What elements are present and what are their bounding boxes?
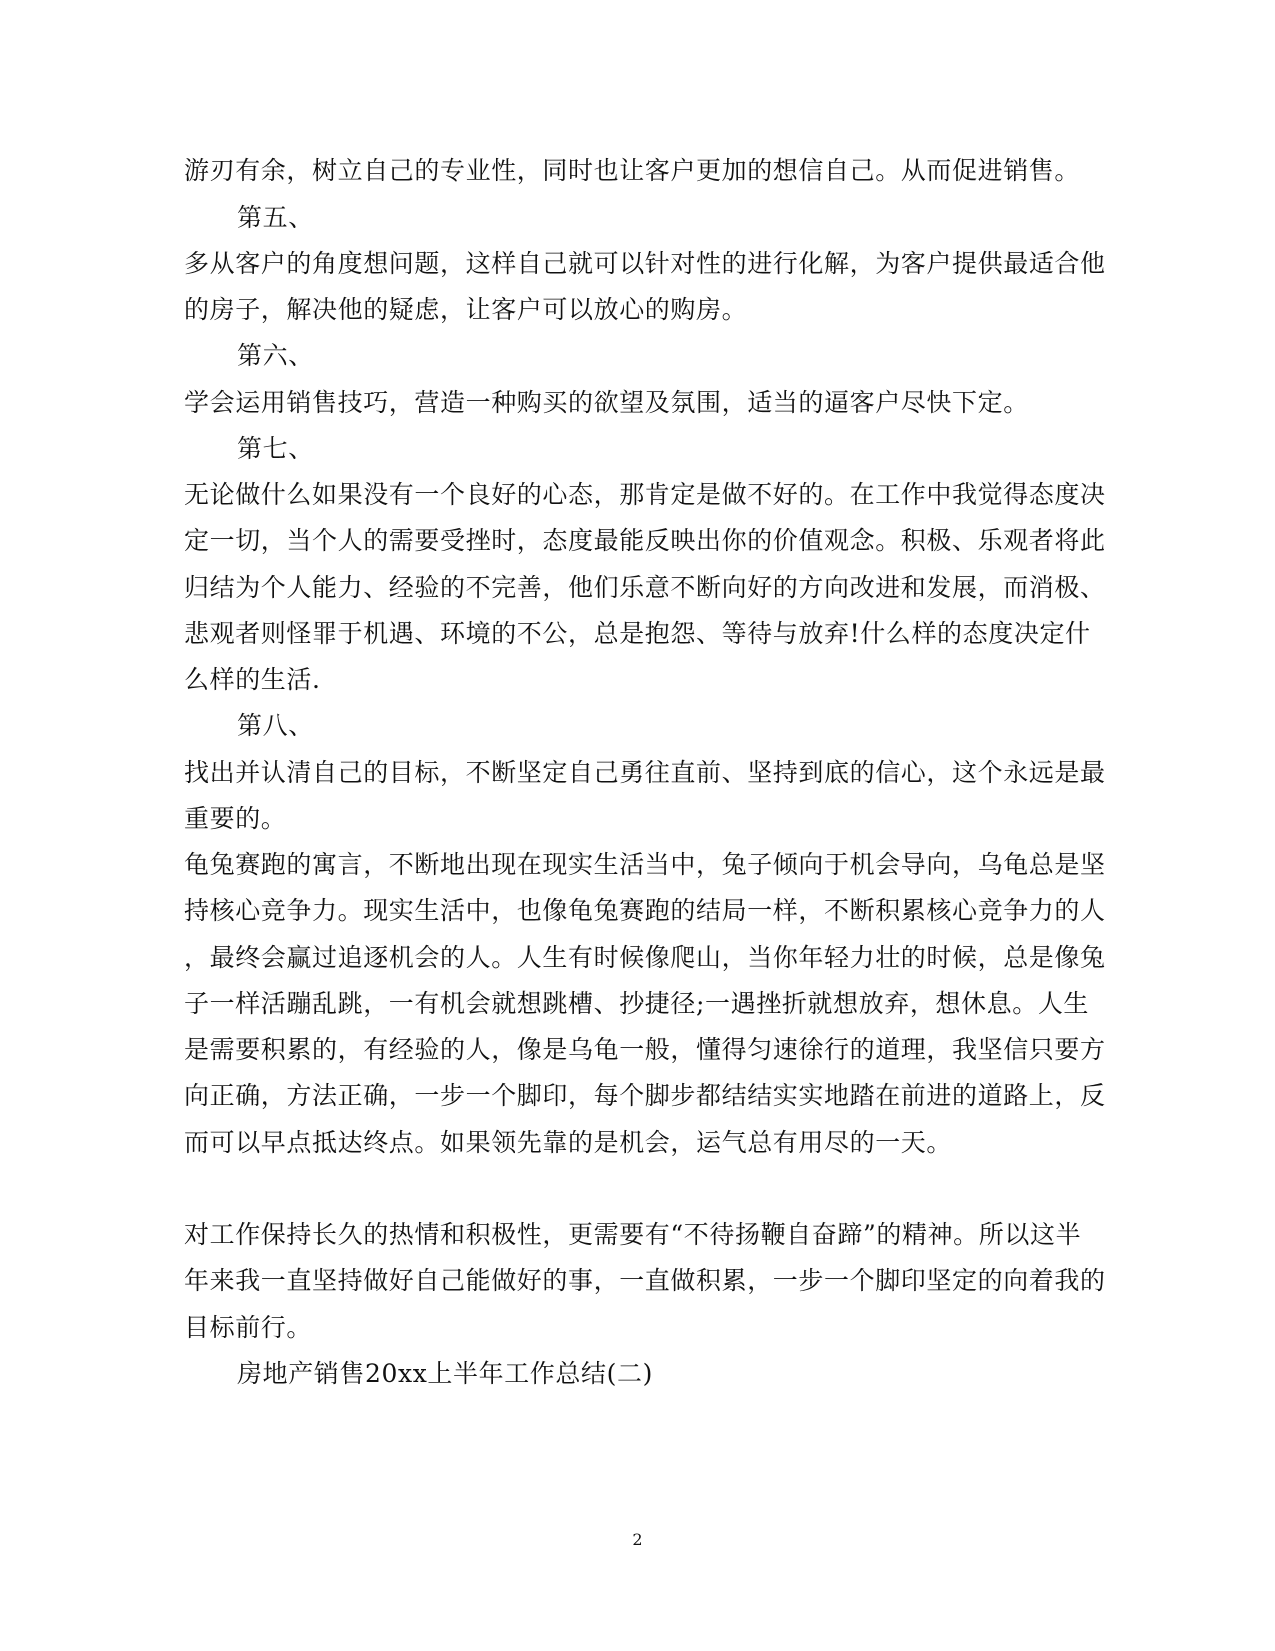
text-line: 悲观者则怪罪于机遇、环境的不公，总是抱怨、等待与放弃!什么样的态度决定什 bbox=[184, 619, 1091, 648]
text-line: 是需要积累的，有经验的人，像是乌龟一般，懂得匀速徐行的道理，我坚信只要方 bbox=[184, 1035, 1106, 1064]
text-line: 游刃有余，树立自己的专业性，同时也让客户更加的想信自己。从而促进销售。 bbox=[184, 156, 1081, 185]
text-line: 持核心竞争力。现实生活中，也像龟兔赛跑的结局一样，不断积累核心竞争力的人 bbox=[184, 896, 1106, 925]
text-line: 无论做什么如果没有一个良好的心态，那肯定是做不好的。在工作中我觉得态度决 bbox=[184, 480, 1106, 509]
text-line: 学会运用销售技巧，营造一种购买的欲望及氛围，适当的逼客户尽快下定。 bbox=[184, 388, 1029, 417]
text-line: 对工作保持长久的热情和积极性，更需要有“不待扬鞭自奋蹄”的精神。所以这半 bbox=[184, 1220, 1082, 1249]
text-line: 的房子，解决他的疑虑，让客户可以放心的购房。 bbox=[184, 295, 748, 324]
section-heading-5: 第五、 bbox=[237, 203, 314, 232]
section-title: 房地产销售20xx上半年工作总结(二) bbox=[237, 1359, 653, 1388]
text-line: 龟兔赛跑的寓言，不断地出现在现实生活当中，兔子倾向于机会导向，乌龟总是坚 bbox=[184, 850, 1106, 879]
text-line: 目标前行。 bbox=[184, 1313, 313, 1342]
text-line: 年来我一直坚持做好自己能做好的事，一直做积累，一步一个脚印坚定的向着我的 bbox=[184, 1266, 1106, 1295]
section-heading-6: 第六、 bbox=[237, 341, 314, 370]
text-line: 多从客户的角度想问题，这样自己就可以针对性的进行化解，为客户提供最适合他 bbox=[184, 249, 1106, 278]
section-heading-8: 第八、 bbox=[237, 711, 314, 740]
text-line: 而可以早点抵达终点。如果领先靠的是机会，运气总有用尽的一天。 bbox=[184, 1128, 953, 1157]
section-heading-7: 第七、 bbox=[237, 434, 314, 463]
text-line: 向正确，方法正确，一步一个脚印，每个脚步都结结实实地踏在前进的道路上，反 bbox=[184, 1081, 1106, 1110]
text-line: 归结为个人能力、经验的不完善，他们乐意不断向好的方向改进和发展，而消极、 bbox=[184, 573, 1106, 602]
text-line: 找出并认清自己的目标，不断坚定自己勇往直前、坚持到底的信心，这个永远是最 bbox=[184, 758, 1106, 787]
text-line: 么样的生活. bbox=[184, 665, 321, 694]
text-line: ，最终会赢过追逐机会的人。人生有时候像爬山，当你年轻力壮的时候，总是像兔 bbox=[184, 943, 1106, 972]
page-number: 2 bbox=[632, 1530, 643, 1549]
text-line: 子一样活蹦乱跳，一有机会就想跳槽、抄捷径;一遇挫折就想放弃，想休息。人生 bbox=[184, 989, 1090, 1018]
text-line: 重要的。 bbox=[184, 804, 287, 833]
text-line: 定一切，当个人的需要受挫时，态度最能反映出你的价值观念。积极、乐观者将此 bbox=[184, 526, 1106, 555]
